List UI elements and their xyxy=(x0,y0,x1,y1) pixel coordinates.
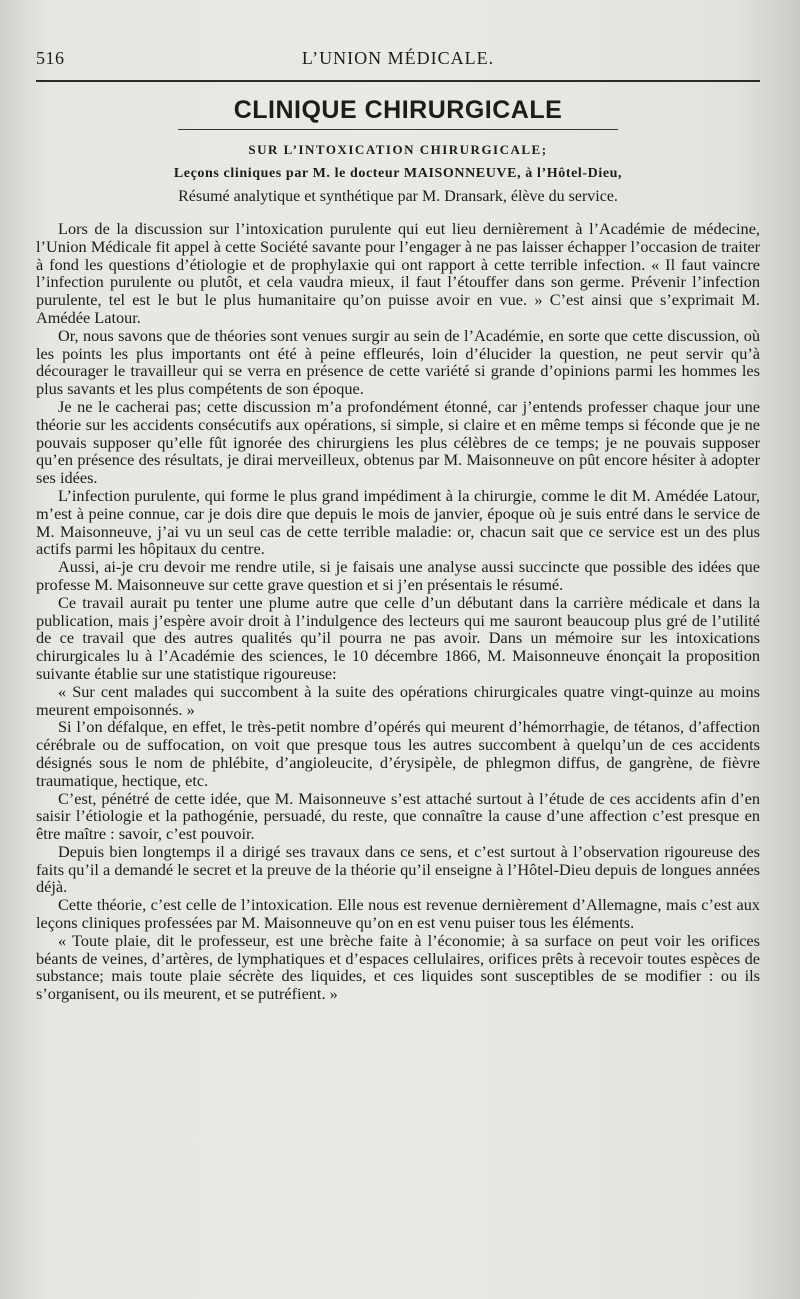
paragraph-11: Cette théorie, c’est celle de l’intoxication. Elle nous est revenue dernièrement d’Allemagne, mais c’est aux leçons cliniques professées par M. Maisonneuve qu’on en est venu puiser tous les éléments. xyxy=(36,895,760,933)
header-rule xyxy=(36,80,760,82)
paragraph-9: C’est, pénétré de cette idée, que M. Maisonneuve s’est attaché surtout à l’étude de ces accidents afin d’en saisir l’étiologie et la pathogénie, persuadé, du reste, que connaître la cause d’une affection c’est presque en être maître : savoir, c’est pouvoir. xyxy=(36,788,760,844)
paragraph-10: Depuis bien longtemps il a dirigé ses travaux dans ce sens, et c’est surtout à l’observation rigoureuse des faits qu’il a demandé le secret et la preuve de la théorie qu’il enseigne à l’Hôtel-Dieu depuis de longues années déjà. xyxy=(36,841,760,897)
paragraph-8: Si l’on défalque, en effet, le très-petit nombre d’opérés qui meurent d’hémorrhagie, de tétanos, d’affection cérébrale ou de suffocation, on voit que presque tous les autres succombent à quelqu’un de ces accidents désignés sous le nom de phlébite, d’angioleucite, d’érysipèle, de phlegmon diffus, de gangrène, de fièvre traumatique, hectique, etc. xyxy=(36,717,760,790)
title-rule xyxy=(178,129,618,130)
journal-name: L’UNION MÉDICALE. xyxy=(301,48,495,68)
paragraph-1: Lors de la discussion sur l’intoxication purulente qui eut lieu dernièrement à l’Académie de médecine, l’Union Médicale fit appel à cette Société savante pour l’engager à ne pas laisser échapper l’occasion de traiter à fond les questions d’étiologie et de prophylaxie qui ont rapport à cette terrible infection. « Il faut vaincre l’infection purulente ou plutôt, et cela vaudra mieux, il faut l’étouffer dans son germe. Prévenir l’infection purulente, tel est le but le plus humanitaire qu’on puisse avoir en vue. » C’est ainsi que s’exprimait M. Amédée Latour. xyxy=(36,219,760,327)
running-head xyxy=(36,46,760,76)
paragraph-2: Or, nous savons que de théories sont venues surgir au sein de l’Académie, en sorte que cette discussion, où les points les plus importants ont été à peine effleurés, loin d’élucider la question, ne peut servir qu’à décourager le travailleur qui se verra en présence de cette variété si grande d’opinions parmi les hommes les plus savants et les plus compétents de son époque. xyxy=(36,325,760,399)
lecture-byline: Leçons cliniques par M. le docteur MAISONNEUVE, à l’Hôtel-Dieu, xyxy=(173,166,623,181)
article-body xyxy=(36,220,760,1003)
page-number: 516 xyxy=(36,48,65,68)
paragraph-4: L’infection purulente, qui forme le plus grand impédiment à la chirurgie, comme le dit M. Amédée Latour, m’est à peine connue, car je dois dire que depuis le mois de janvier, époque où je suis entré dans le service de M. Maisonneuve, j’ai vu un seul cas de cette terrible maladie: or, chacun sait que ce service est un des plus actifs parmi les hôpitaux du centre. xyxy=(36,485,760,559)
paragraph-12: « Toute plaie, dit le professeur, est une brèche faite à l’économie; à sa surface on peut voir les orifices béants de veines, d’artères, de lymphatiques et d’espaces cellulaires, orifices prêts à recevoir toutes espèces de substance; mais toute plaie sécrète des liquides, et ces liquides sont susceptibles de se modifier : ou ils s’organisent, ou ils meurent, et se putréfient. » xyxy=(36,930,760,1004)
section-title: CLINIQUE CHIRURGICALE xyxy=(233,96,563,124)
article-subtitle: SUR L’INTOXICATION CHIRURGICALE; xyxy=(248,142,548,157)
paragraph-3: Je ne le cacherai pas; cette discussion m’a profondément étonné, car j’entends professer chaque jour une théorie sur les accidents consécutifs aux opérations, si simple, si claire et en même temps si féconde que je ne pouvais supposer qu’elle fût ignorée des chirurgiens les plus célèbres de ce temps; je ne pouvais supposer qu’en présence des résultats, je dirai merveilleux, obtenus par M. Maisonneuve on pût encore hésiter à adopter ses idées. xyxy=(36,396,760,488)
paragraph-6: Ce travail aurait pu tenter une plume autre que celle d’un débutant dans la carrière médicale et dans la publication, mais j’espère avoir droit à l’indulgence des lecteurs qui me sauront beaucoup plus gré de l’utilité de ce travail que des autres qualités qu’il pourra ne pas avoir. Dans un mémoire sur les intoxications chirurgicales lu à l’Académie des sciences, le 10 décembre 1866, M. Maisonneuve énonçait la proposition suivante établie sur une statistique rigoureuse: xyxy=(36,592,760,683)
paragraph-5: Aussi, ai-je cru devoir me rendre utile, si je faisais une analyse aussi succincte que possible des idées que professe M. Maisonneuve sur cette grave question et si j’en présentais le résumé. xyxy=(36,557,760,594)
summary-byline: Résumé analytique et synthétique par M. Dransark, élève du service. xyxy=(178,188,618,205)
paragraph-7: « Sur cent malades qui succombent à la suite des opérations chirurgicales quatre vingt-quinze au moins meurent empoisonnés. » xyxy=(36,681,760,719)
